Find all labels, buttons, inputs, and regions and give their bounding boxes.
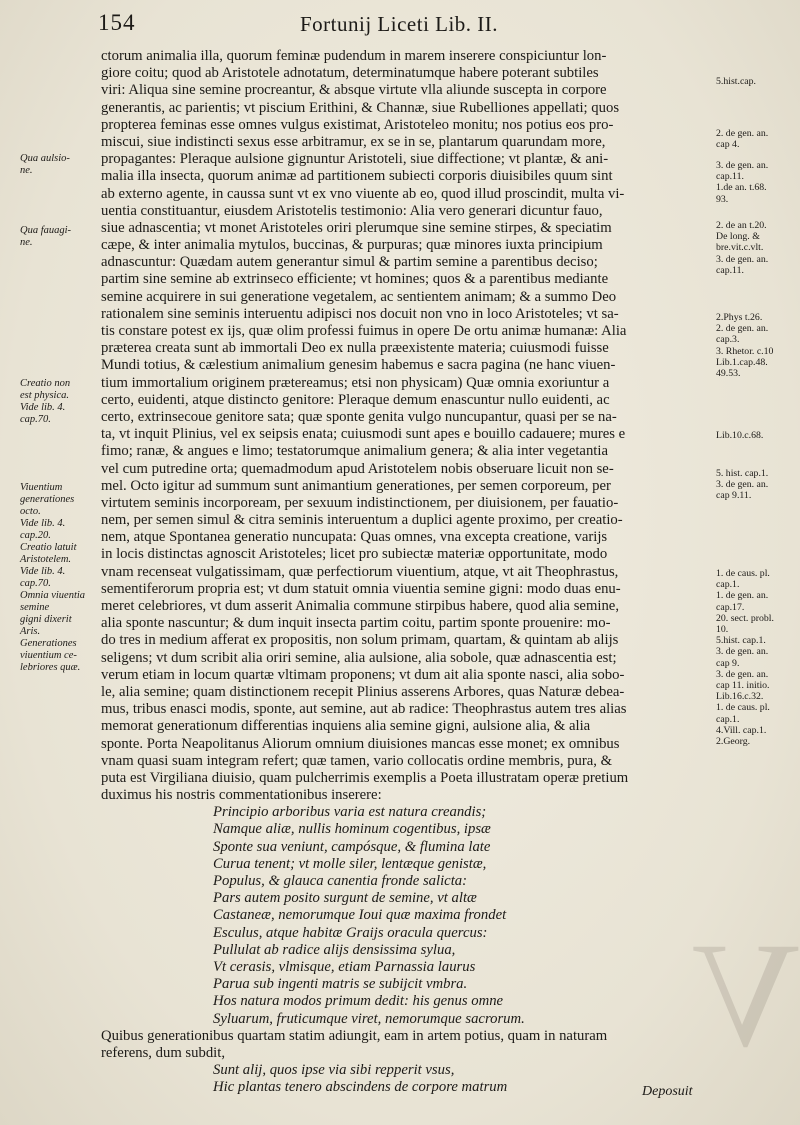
text-line: miscui, siue indistincti sexus esse arbitramur, ex se in se, plantarum quarundam more, [101,133,606,150]
text-line: uentia constituantur, eiusdem Aristotelis testimonio: Alia vero generari dicuntur fauo, [101,202,603,219]
margin-reference: 2.Phys t.26. 2. de gen. an. cap.3. 3. Rhetor. c.10 Lib.1.cap.48. 49.53. [716,312,774,380]
verse-line: Hic plantas tenero abscindens de corpore matrum [213,1079,508,1096]
margin-note: Creatio non est physica. Vide lib. 4. cap.70. [20,378,71,425]
text-line: verum etiam in locum quartæ vltimam proponens; vt dum ait alia sponte nasci, alia sobo- [101,666,625,683]
show-through-ornament: V [691,912,800,1078]
text-line: nem, per semen simul & citra seminis interuentum a duplici agente proximo, per creatio- [101,512,623,529]
text-line: ab externo agente, in caussa sunt vt ex vno viuente ab eo, quod illud proscindit, multa vi- [101,185,625,202]
text-line: tis constare potest ex ijs, quæ olim professi fuimus in opere De ortu animæ humanæ: Alia [101,323,627,339]
text-line: cæpe, & inter animalia mytulos, buccinas, & purpuras; quæ minores iuxta principium [101,237,603,254]
text-line: ta, vt inquit Plinius, vel ex seipsis enata; cuiusmodi sunt apes e bouillo cadauere; mures e [101,426,626,443]
text-line: Mundi totius, & cælestium animalium genesim habemus e sacra pagina (ne hanc viuen- [101,357,616,374]
text-line: nem, atque Spontanea generatio nuncupata: Quas omnes, vna excepta creatione, varijs [101,529,608,546]
margin-reference: 5. hist. cap.1. 3. de gen. an. cap 9.11. [716,468,769,502]
verse-line: Principio arboribus varia est natura creandis; [213,804,487,821]
verse-line: Parua sub ingenti matris se subijcit vmbra. [213,976,468,993]
text-line: malia illa insecta, quorum animæ ad partitionem subiecti corporis diuisibiles quum sint [101,168,613,185]
margin-note: Qua aulsio- ne. [20,153,70,176]
margin-reference: 3. de gen. an. cap.11. 1.de an. t.68. 93. [716,160,769,205]
text-line: siue adnascentia; vt monet Aristoteles oriri plerumque sine semine stirpes, & speciatim [101,219,612,236]
verse-line: Populus, & glauca canentia fronde salicta: [213,873,468,889]
running-title: Fortunij Liceti Lib. II. [300,12,499,36]
verse-line: Sponte sua veniunt, campósque, & flumina late [213,838,491,855]
margin-reference: 1. de caus. pl. cap.1. 1. de gen. an. cap.17. 20. sect. probl. 10. 5.hist. cap.1. 3. de gen. an. cap 9. 3. de gen. an. cap 11. initio. Lib.16.c.32. 1. de caus. pl. cap.1. 4.Vill. cap.1. 2.Georg. [716,568,774,748]
verse-line: Namque aliæ, nullis hominum cogentibus, ipsæ [213,821,491,838]
text-line: adnascuntur: Quædam autem generantur simul & partim semine a parentibus deciso; [101,254,598,271]
verse-line: Vt cerasis, vlmisque, etiam Parnassia laurus [213,958,476,975]
text-line: in locis distinctas agnoscit Aristoteles; licet pro subiectæ materiæ opportunitate, modo [101,546,608,563]
text-line: ctorum animalia illa, quorum feminæ pudendum in marem inserere conspiciuntur lon- [101,48,607,64]
text-line: seligens; vt dum scribit alia oriri semine, alia aulsione, alia sobole, quæ adnascentia est; [101,649,617,666]
text-line: duximus his nostris commentationibus inserere: [101,787,382,804]
text-line: propagantes: Pleraque aulsione gignuntur Aristoteli, siue diffectione; vt plantæ, & ani- [101,151,609,168]
text-line: virtutem seminis incorpoream, per sexuum indistinctionem, per diuisionem, per fauatio- [101,494,619,511]
text-line: præterea creata sunt ab immortali Deo ex nulla præexistente materia; cuiusmodi fuisse [101,340,609,357]
text-line: vel cum putredine orta; quemadmodum apud Aristotelem nobis obseruare licuit non se- [101,460,614,477]
text-line: sementiferorum propria est; vt dum statuit omnia viuentia semine gigni: modo duas enu- [101,580,621,597]
text-line: propterea feminas esse omnes vulgus existimat, Aristoteleo monitu; nos potius eos pro- [101,116,614,133]
text-line: tium immortalium originem prætereamus; etsi non physicam) Quæ omnia exoriuntur a [101,374,610,391]
text-line: certo, extrinsecoue genitore sata; quæ sponte genita vulgo nuncupantur, quasi per se na- [101,408,617,425]
text-line: viri: Aliqua sine semine procreantur, & absque virtute vlla aliunde suscepta in corpore [101,82,607,99]
margin-reference: 2. de gen. an. cap 4. [716,128,769,151]
main-text [101,48,713,1096]
text-line: sponte. Porta Neapolitanus Aliorum omnium diuisiones mancas esse monet; ex omnibus [101,735,620,752]
text-line: vnam quasi suam integram refert; quæ tamen, vario collocatis ordine membris, pura, & [101,752,613,769]
text-line: do tres in medium afferat ex propositis, non solum primam, quartam, & quintam ab alijs [101,632,619,649]
verse-line: Syluarum, fruticumque viret, nemorumque sacrorum. [213,1010,525,1027]
text-line: meret celebriores, vt dum asserit Animalia commune stirpibus habere, quod alia semine, [101,598,619,614]
text-line: le, alia semine; quam distinctionem recepit Plinius asserens Arbores, quas Naturæ debea- [101,683,625,700]
text-line: mus, tribus enasci modis, sponte, aut semine, aut ab radice: Theophrastus autem tres alias [101,701,627,718]
verse-line: Esculus, atque habitæ Graijs oracula quercus: [213,924,488,941]
margin-note: Viuentium generationes octo. Vide lib. 4. cap.20. Creatio latuit Aristotelem. Vide lib. 4. cap.70. Omnia viuentia semine gigni dixerit Aris. Generationes viuentium ce- lebriores quæ. [20,482,86,673]
verse-line: Pullulat ab radice alijs densissima sylua, [213,941,456,958]
verse-line: Curua tenent; vt molle siler, lentæque genistæ, [213,855,487,872]
text-line: alia sponte nascuntur; & dum inquit insecta partim coitu, partim sponte prouenire: mo- [101,615,611,632]
verse-line: Castaneæ, nemorumque Ioui quæ maxima frondet [213,907,507,924]
margin-reference: 2. de an t.20. De long. & bre.vit.c.vlt. 3. de gen. an. cap.11. [716,220,769,276]
verse-line: Hos natura modos primum dedit: his genus omne [213,993,504,1010]
text-line: Quibus generationibus quartam statim adiungit, eam in artem potius, quam in naturam [101,1027,608,1044]
text-line: semine acquirere in sui generatione vegetalem, ac sentientem animam; & a summo Deo [101,288,617,305]
text-line: memorat generationum differentias inquiens alia semine gigni, aulsione alia, & alia [101,718,591,735]
margin-reference: Lib.10.c.68. [716,430,764,441]
page-number: 154 [98,10,136,35]
page-header [0,0,800,44]
text-line: fimo; ranæ, & angues e limo; testatorumque animalium genera; & alia inter vegetantia [101,443,608,460]
text-line: rationalem sine seminis interuentu adipisci nos docuit non vno in loco Aristoteles; vt sa- [101,305,619,322]
catchword: Deposuit [642,1084,693,1099]
margin-note: Qua fauagi- ne. [20,225,72,248]
text-line: giore coitu; quod ab Aristotele adnotatum, determinatumque habere poterant subtiles [101,65,599,82]
verse-line: Sunt alij, quos ipse via sibi repperit vsus, [213,1062,455,1079]
text-line: partim sine semine ab extrinseco efficiente; vt homines; quos & a parentibus mediante [101,271,609,288]
text-line: certo, euidenti, atque distincto genitore: Pleraque demum enascuntur nullo euidenti, ac [101,391,610,408]
text-line: vnam recenseat vulgatissimam, quæ perfectiorum viuentium, atque, vt ait Theophrastus, [101,563,619,580]
text-line: mel. Octo igitur ad summum sunt animantium generationes, per semen corporeum, per [101,477,611,494]
verse-line: Pars autem posito surgunt de semine, vt altæ [213,890,477,907]
text-line: generantis, ac parientis; vt piscium Erithini, & Channæ, siue Rubelliones appellati; quos [101,99,620,116]
text-line: puta est Virgiliana diuisio, quam pulcherrimis exemplis a Poeta illustratam operæ pretium [101,769,629,786]
text-line: referens, dum subdit, [101,1044,225,1061]
margin-reference: 5.hist.cap. [716,76,756,87]
